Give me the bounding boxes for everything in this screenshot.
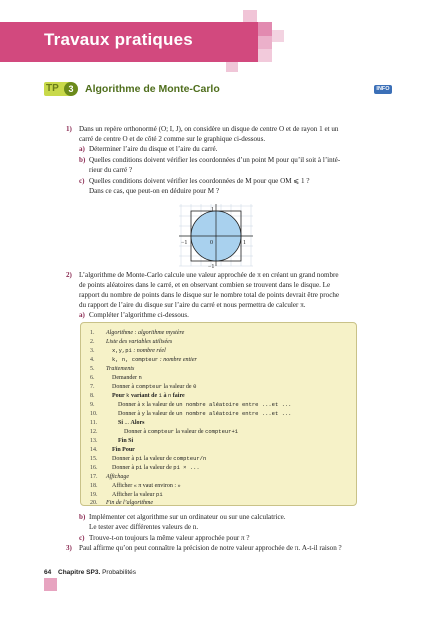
- q1-line1: Dans un repère orthonormé (O; I, J), on considère un disque de centre O et de rayon 1 et un: [79, 125, 339, 133]
- q1b-label: b): [79, 156, 86, 164]
- tick-label-neg1-y: −1: [208, 264, 215, 270]
- q1a-label: a): [79, 145, 85, 153]
- q2a-text: Compléter l’algorithme ci-dessous.: [89, 311, 189, 319]
- q1-line2: carré de centre O et de côté 2 comme sur le graphique ci-dessous.: [79, 135, 266, 143]
- page-number: 64: [44, 569, 52, 576]
- q1c-line1: Quelles conditions doivent vérifier les coordonnées de M pour que OM ⩽ 1 ?: [89, 177, 310, 185]
- algo-line: 14. Fin Pour: [90, 447, 135, 453]
- tick-label-1-x: 1: [243, 240, 246, 246]
- algo-line: 3. x,y,pi : nombre réel: [90, 347, 166, 354]
- algo-line: 11. Si ... Alors: [90, 420, 145, 426]
- q2-line2: de points aléatoires dans le carré, et en observant combien se trouvent dans le disque. Le: [79, 281, 331, 289]
- algo-line: 8. Pour k variant de 1 à n faire: [90, 392, 185, 399]
- q1a-text: Déterminer l’aire du disque et l’aire du carré.: [89, 145, 218, 153]
- algo-line: 13. Fin Si: [90, 438, 134, 444]
- tp-number: 3: [64, 82, 78, 96]
- algo-line: 12. Donner à compteur la valeur de compteur+1: [90, 428, 239, 435]
- algo-line: 2. Liste des variables utilisées: [90, 339, 173, 345]
- algo-line: 7. Donner à compteur la valeur de 0: [90, 383, 197, 390]
- algo-line: 4. k, n, compteur : nombre entier: [90, 356, 197, 363]
- tick-label-origin: 0: [210, 240, 213, 246]
- q2-line4: du rapport de l’aire du disque sur l’aire du carré et nous permettra de calculer π.: [79, 301, 306, 309]
- q3-number: 3): [66, 544, 72, 552]
- q1b-line1: Quelles conditions doivent vérifier les coordonnées d’un point M pour qu’il soit à l’inté-: [89, 156, 341, 164]
- info-badge: INFO: [374, 85, 392, 94]
- unit-circle-graph: [175, 200, 257, 270]
- q2b-line1: Implémenter cet algorithme sur un ordinateur ou sur une calculatrice.: [89, 513, 286, 521]
- tp-title: Algorithme de Monte-Carlo: [85, 83, 220, 95]
- footer-decoration: [44, 578, 57, 591]
- q2c-text: Trouve-t-on toujours la même valeur approchée pour π ?: [89, 534, 250, 542]
- algo-line: 1. Algorithme : algorithme mystère: [90, 330, 185, 336]
- q1b-line2: rieur du carré ?: [89, 166, 133, 174]
- q3-text: Paul affirme qu’on peut connaître la précision de notre valeur approchée de π. A-t-il raison ?: [79, 544, 342, 552]
- algo-line: 17. Affichage: [90, 474, 129, 480]
- q1-number: 1): [66, 125, 72, 133]
- algo-line: 6. Demander n: [90, 374, 142, 381]
- q2a-label: a): [79, 311, 85, 319]
- algo-line: 19. Afficher la valeur pi: [90, 491, 163, 498]
- algo-line: 18. Afficher « π vaut environ : »: [90, 483, 181, 489]
- algo-line: 5. Traitements: [90, 366, 135, 372]
- algo-line: 20. Fin de l’algorithme: [90, 500, 153, 506]
- algorithm-box: [80, 322, 357, 506]
- algo-line: 10. Donner à y la valeur de un nombre aléatoire entre ...et ...: [90, 410, 292, 417]
- q2b-label: b): [79, 513, 86, 521]
- q2-number: 2): [66, 271, 72, 279]
- chapter-label: Chapitre SP3. Probabilités: [58, 569, 137, 576]
- tick-label-1-y: 1: [211, 207, 214, 213]
- q1c-line2: Dans ce cas, que peut-on en déduire pour M ?: [89, 187, 220, 195]
- algo-line: 15. Donner à pi la valeur de compteur/n: [90, 455, 207, 462]
- q1c-label: c): [79, 177, 85, 185]
- tick-label-neg1-x: −1: [181, 240, 188, 246]
- tp-label: TP: [46, 83, 59, 94]
- q2b-line2: Le tester avec différentes valeurs de n.: [89, 523, 199, 531]
- page-title: Travaux pratiques: [44, 30, 193, 49]
- q2-line3: rapport du nombre de points dans le disque sur le nombre total de points devrait être proche: [79, 291, 340, 299]
- q2-line1: L’algorithme de Monte-Carlo calcule une valeur approchée de π en créant un grand nombre: [79, 271, 339, 279]
- q2c-label: c): [79, 534, 85, 542]
- algo-line: 16. Donner à pi la valeur de pi × ...: [90, 464, 200, 471]
- algo-line: 9. Donner à x la valeur de un nombre aléatoire entre ...et ...: [90, 401, 292, 408]
